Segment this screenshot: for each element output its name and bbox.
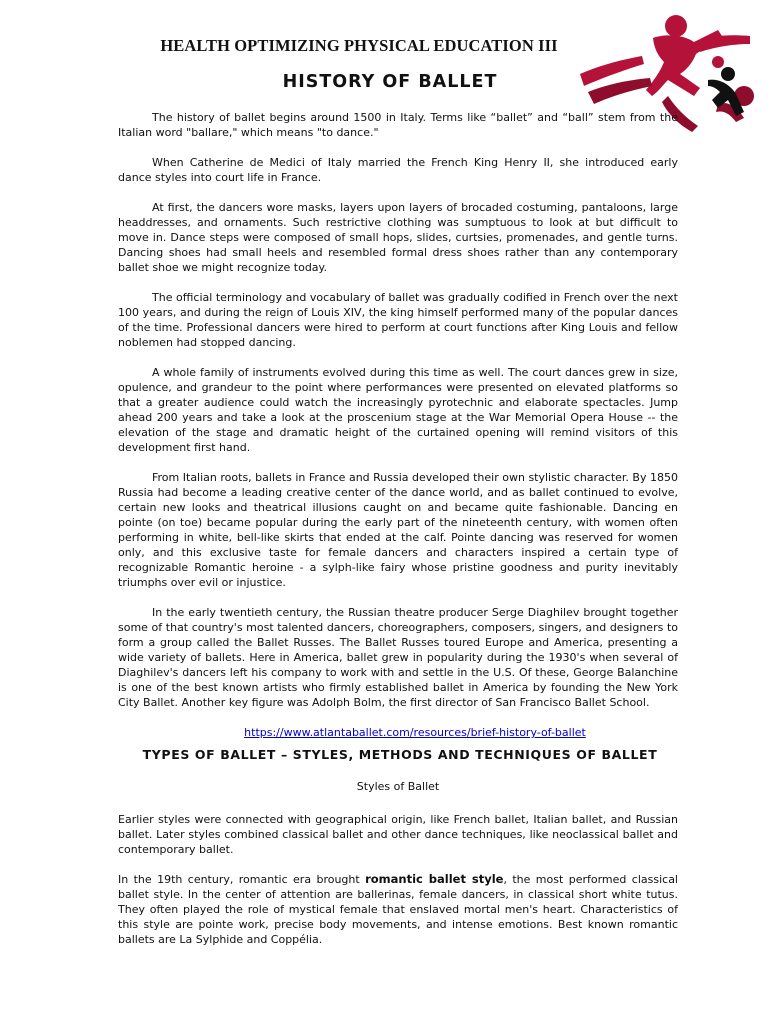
subheading: Styles of Ballet	[356, 780, 440, 793]
styles-paragraph: Earlier styles were connected with geographical origin, like French ballet, Italian ballet, and Russian ballet. Later styles combined classical ballet and other dance techniques, like neoclassical ballet and contemporary ballet.	[118, 813, 678, 856]
history-paragraph: The history of ballet begins around 1500 in Italy. Terms like “ballet” and “ball” stem from the Italian word "ballare," which means "to dance."	[118, 111, 678, 139]
history-paragraph: A whole family of instruments evolved during this time as well. The court dances grew in size, opulence, and grandeur to the point where performances were presented on elevated platforms so that a greater audience could watch the increasingly pyrotechnic and elaborate spectacles. Jump ahead 200 years and take a look at the proscenium stage at the War Memorial Opera House -- the elevation of the stage and dramatic height of the curtained opening will remind visitors of this development first hand.	[118, 366, 678, 454]
styles-body	[118, 812, 678, 962]
history-paragraph: From Italian roots, ballets in France and Russia developed their own stylistic character. By 1850 Russia had become a leading creative center of the dance world, and as ballet continued to evolve, certain new looks and theatrical illusions caught on and became quite fashionable. Dancing en pointe (on toe) became popular during the early part of the nineteenth century, with women often performing in white, bell-like skirts that ended at the calf. Pointe dancing was reserved for women only, and this exclusive taste for female dancers and characters inspired a certain type of recognizable Romantic heroine - a sylph-like fairy whose pristine goodness and purity inevitably triumphs over evil or injustice.	[118, 471, 678, 589]
history-paragraph: At first, the dancers wore masks, layers upon layers of brocaded costuming, pantaloons, large headdresses, and ornaments. Such restrictive clothing was sumptuous to look at but difficult to move in. Dance steps were composed of small hops, slides, curtsies, promenades, and gentle turns. Dancing shoes had small heels and resembled formal dress shoes rather than any contemporary ballet shoe we might recognize today.	[118, 201, 678, 274]
styles-paragraph-text: In the 19th century, romantic era brought	[118, 873, 366, 886]
course-title: HEALTH OPTIMIZING PHYSICAL EDUCATION III	[160, 36, 558, 55]
page-title: HISTORY OF BALLET	[282, 72, 498, 92]
styles-paragraph	[118, 872, 678, 947]
history-body	[118, 110, 678, 755]
history-paragraph: When Catherine de Medici of Italy married the French King Henry II, she introduced early dance styles into court life in France.	[118, 156, 678, 184]
section-title: TYPES OF BALLET – STYLES, METHODS AND TECHNIQUES OF BALLET	[142, 747, 658, 762]
history-paragraph: In the early twentieth century, the Russian theatre producer Serge Diaghilev brought together some of that country's most talented dancers, choreographers, composers, singers, and designers to form a group called the Ballet Russes. The Ballet Russes toured Europe and America, presenting a wide variety of ballets. Here in America, ballet grew in popularity during the 1930's when several of Diaghilev's dancers left his company to work with and settle in the U.S. Of these, George Balanchine is one of the best known artists who firmly established ballet in America by founding the New York City Ballet. Another key figure was Adolph Bolm, the first director of San Francisco Ballet School.	[118, 606, 678, 709]
history-paragraph: The official terminology and vocabulary of ballet was gradually codified in French over the next 100 years, and during the reign of Louis XIV, the king himself performed many of the popular dances of the time. Professional dancers were hired to perform at court functions after King Louis and fellow noblemen had stopped dancing.	[118, 291, 678, 349]
styles-paragraph-text: , the most performed classical ballet style. In the center of attention are ballerinas, female dancers, in classical short white tutus. They often played the role of mystical female that enslaved mortal men's heart. Characteristics of this style are pointe work, precise body movements, and intense emotions. Best known romantic ballets are La Sylphide and Coppélia.	[118, 873, 678, 946]
source-link-row	[118, 725, 678, 740]
source-link[interactable]: https://www.atlantaballet.com/resources/brief-history-of-ballet	[244, 726, 586, 739]
romantic-ballet-style-term: romantic ballet style	[365, 872, 504, 886]
